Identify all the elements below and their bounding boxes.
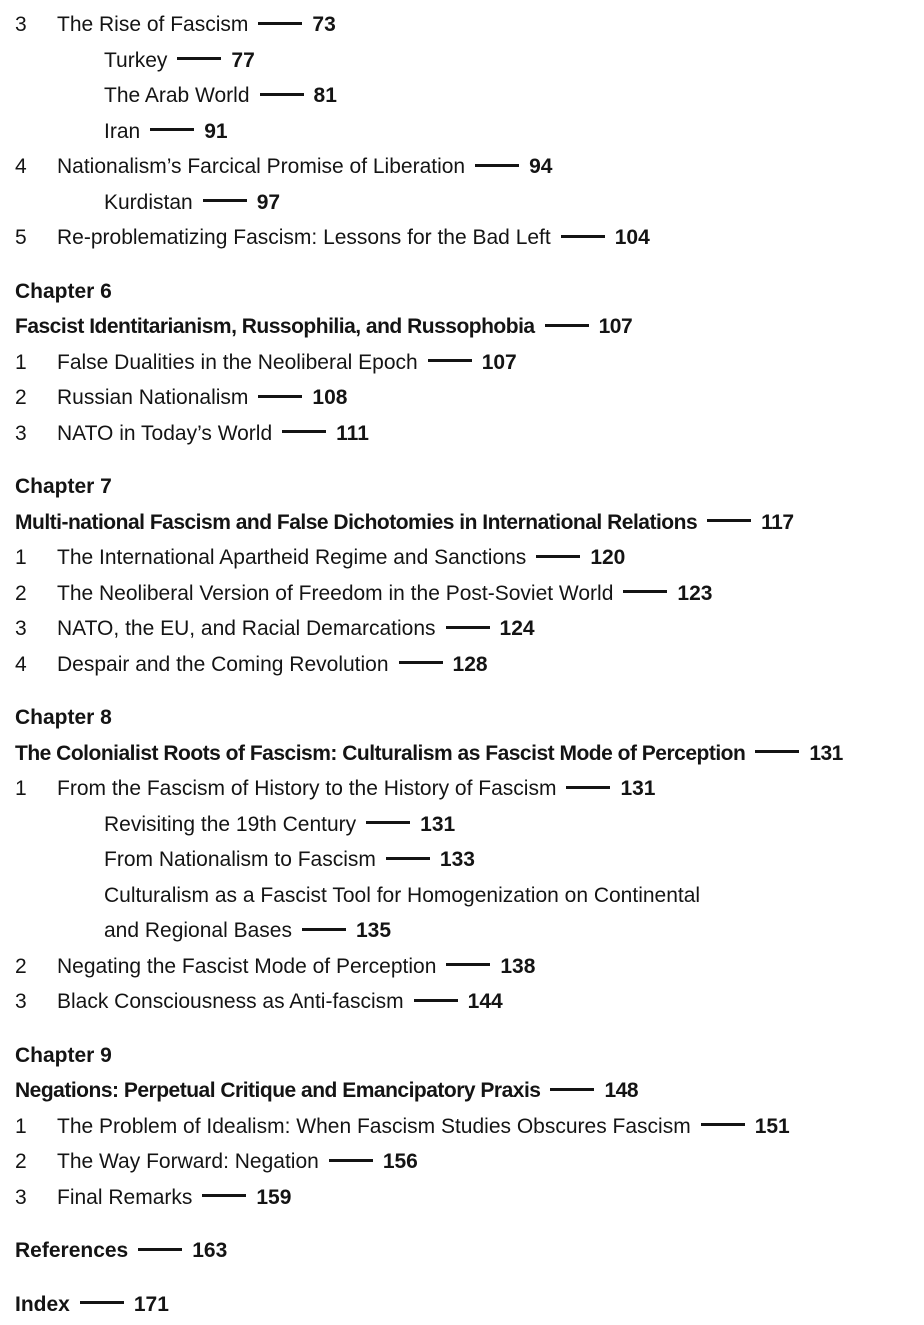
chapter-title-row bbox=[15, 1073, 916, 1109]
entry-title: Iran bbox=[104, 119, 141, 143]
entry-title: The International Apartheid Regime and Sanctions bbox=[57, 546, 527, 569]
page-rule bbox=[623, 590, 667, 593]
toc-subentry-wrap-line bbox=[15, 878, 916, 914]
entry-number: 2 bbox=[15, 954, 27, 978]
page-number: 148 bbox=[604, 1079, 639, 1102]
toc-subentry bbox=[15, 807, 916, 843]
toc-section-chapter-9 bbox=[15, 1038, 916, 1216]
page-number: 94 bbox=[529, 155, 553, 178]
page-rule bbox=[177, 57, 221, 60]
toc-section-chapter-8 bbox=[15, 700, 916, 1020]
page-number: 156 bbox=[382, 1150, 418, 1173]
toc-entry bbox=[15, 1144, 916, 1180]
toc-entry bbox=[15, 540, 916, 576]
page-number: 124 bbox=[499, 617, 535, 640]
page-rule bbox=[399, 661, 443, 664]
entry-title: and Regional Bases bbox=[104, 919, 292, 942]
page-rule bbox=[258, 395, 302, 398]
entry-number: 3 bbox=[15, 1185, 27, 1209]
page-number: 120 bbox=[590, 546, 626, 569]
page-rule bbox=[446, 626, 490, 629]
entry-number: 2 bbox=[15, 1150, 27, 1173]
entry-title: NATO, the EU, and Racial Demarcations bbox=[57, 617, 436, 640]
page-rule bbox=[138, 1248, 182, 1251]
references-label: References bbox=[15, 1239, 129, 1262]
entry-title: Culturalism as a Fascist Tool for Homogenization on Continental bbox=[104, 883, 701, 907]
toc-entry bbox=[15, 771, 916, 807]
toc-entry bbox=[15, 345, 916, 381]
entry-number: 2 bbox=[15, 581, 27, 605]
page-number: 123 bbox=[677, 581, 713, 605]
toc-section-chapter-7 bbox=[15, 469, 916, 682]
page-rule bbox=[282, 430, 326, 433]
entry-title: Turkey bbox=[104, 48, 168, 72]
toc-section-chapter-6 bbox=[15, 274, 916, 452]
entry-number: 3 bbox=[15, 617, 27, 640]
entry-number: 4 bbox=[15, 155, 27, 178]
chapter-label: Chapter 8 bbox=[15, 706, 112, 729]
page-rule bbox=[386, 857, 430, 860]
chapter-title: The Colonialist Roots of Fascism: Culturalism as Fascist Mode of Perception bbox=[15, 741, 746, 765]
entry-title: The Neoliberal Version of Freedom in the Post-Soviet World bbox=[57, 581, 614, 605]
entry-title: Revisiting the 19th Century bbox=[104, 812, 357, 836]
page-number: 133 bbox=[439, 848, 475, 871]
toc-subentry bbox=[15, 78, 916, 114]
chapter-title: Negations: Perpetual Critique and Emancipatory Praxis bbox=[15, 1079, 541, 1102]
toc-entry bbox=[15, 1180, 916, 1216]
page-rule bbox=[545, 324, 589, 327]
entry-title: Negating the Fascist Mode of Perception bbox=[57, 954, 437, 978]
page-number: 144 bbox=[467, 990, 503, 1013]
toc-entry bbox=[15, 220, 916, 256]
page-rule bbox=[755, 750, 799, 753]
page-number: 108 bbox=[312, 386, 348, 409]
page-rule bbox=[561, 235, 605, 238]
chapter-title: Fascist Identitarianism, Russophilia, and Russophobia bbox=[15, 315, 535, 338]
chapter-label: Chapter 6 bbox=[15, 279, 112, 303]
page-number: 138 bbox=[500, 954, 536, 978]
toc-entry bbox=[15, 380, 916, 416]
page-rule bbox=[701, 1123, 745, 1126]
page-number: 117 bbox=[761, 510, 794, 534]
entry-title: Black Consciousness as Anti-fascism bbox=[57, 990, 404, 1013]
page-number: 111 bbox=[336, 421, 369, 445]
page-number: 77 bbox=[231, 48, 255, 72]
references-row bbox=[15, 1233, 916, 1269]
page-rule bbox=[475, 164, 519, 167]
toc-entry bbox=[15, 611, 916, 647]
entry-title: Despair and the Coming Revolution bbox=[57, 652, 389, 676]
entry-number: 5 bbox=[15, 226, 27, 249]
page-number: 104 bbox=[614, 226, 650, 249]
page-rule bbox=[536, 555, 580, 558]
page-rule bbox=[428, 359, 472, 362]
page-number: 73 bbox=[312, 13, 336, 36]
toc-section bbox=[15, 7, 916, 256]
toc-entry bbox=[15, 949, 916, 985]
entry-title: Kurdistan bbox=[104, 190, 193, 214]
chapter-title-row bbox=[15, 309, 916, 345]
entry-title: The Problem of Idealism: When Fascism Studies Obscures Fascism bbox=[57, 1114, 691, 1138]
entry-title: Final Remarks bbox=[57, 1185, 193, 1209]
entry-title: Russian Nationalism bbox=[57, 386, 249, 409]
toc-entry bbox=[15, 149, 916, 185]
page-rule bbox=[150, 128, 194, 131]
toc-section-index bbox=[15, 1287, 916, 1323]
page-number: 151 bbox=[754, 1114, 790, 1138]
entry-title: Nationalism’s Farcical Promise of Liberation bbox=[57, 155, 466, 178]
entry-title: From Nationalism to Fascism bbox=[104, 848, 376, 871]
page-rule bbox=[550, 1088, 594, 1091]
page-number: 171 bbox=[133, 1292, 169, 1316]
page-rule bbox=[566, 786, 610, 789]
toc-subentry bbox=[15, 842, 916, 878]
page-rule bbox=[258, 22, 302, 25]
entry-title: The Arab World bbox=[104, 84, 250, 107]
page-number: 163 bbox=[192, 1239, 228, 1262]
entry-number: 4 bbox=[15, 652, 27, 676]
entry-title: From the Fascism of History to the History of Fascism bbox=[57, 777, 557, 800]
page-rule bbox=[707, 519, 751, 522]
entry-number: 1 bbox=[15, 1114, 27, 1138]
entry-title: NATO in Today’s World bbox=[57, 421, 273, 445]
entry-number: 3 bbox=[15, 421, 27, 445]
toc-entry bbox=[15, 1109, 916, 1145]
chapter-title: Multi-national Fascism and False Dichotomies in International Relations bbox=[15, 510, 698, 534]
chapter-label: Chapter 7 bbox=[15, 475, 112, 498]
page-rule bbox=[366, 821, 410, 824]
page-number: 97 bbox=[256, 190, 281, 214]
toc-subentry bbox=[15, 913, 916, 949]
toc-entry bbox=[15, 7, 916, 43]
page-number: 131 bbox=[620, 777, 656, 800]
page-number: 128 bbox=[452, 652, 488, 676]
page-rule bbox=[302, 928, 346, 931]
entry-number: 1 bbox=[15, 777, 27, 800]
entry-number: 1 bbox=[15, 350, 27, 374]
page-rule bbox=[260, 93, 304, 96]
page-rule bbox=[203, 199, 247, 202]
page-rule bbox=[80, 1301, 124, 1304]
entry-number: 3 bbox=[15, 13, 27, 36]
entry-number: 3 bbox=[15, 990, 27, 1013]
entry-title: The Rise of Fascism bbox=[57, 13, 249, 36]
page-rule bbox=[202, 1194, 246, 1197]
index-row bbox=[15, 1287, 916, 1323]
toc-subentry bbox=[15, 114, 916, 150]
chapter-label: Chapter 9 bbox=[15, 1043, 112, 1067]
toc-entry bbox=[15, 984, 916, 1020]
toc-subentry bbox=[15, 43, 916, 79]
page-rule bbox=[414, 999, 458, 1002]
page-number: 107 bbox=[481, 350, 517, 374]
page-number: 81 bbox=[313, 84, 337, 107]
entry-number: 2 bbox=[15, 386, 27, 409]
index-label: Index bbox=[15, 1292, 70, 1316]
page-number: 135 bbox=[355, 919, 392, 942]
page-rule bbox=[446, 963, 490, 966]
chapter-title-row bbox=[15, 505, 916, 541]
chapter-title-row bbox=[15, 736, 916, 772]
toc-entry bbox=[15, 576, 916, 612]
page-number: 131 bbox=[420, 812, 456, 836]
toc-subentry bbox=[15, 185, 916, 221]
entry-title: False Dualities in the Neoliberal Epoch bbox=[57, 350, 418, 374]
page-rule bbox=[329, 1159, 373, 1162]
entry-title: Re-problematizing Fascism: Lessons for the Bad Left bbox=[57, 226, 551, 249]
toc-entry bbox=[15, 647, 916, 683]
page-number: 91 bbox=[204, 119, 228, 143]
page-number: 131 bbox=[809, 741, 843, 765]
entry-number: 1 bbox=[15, 546, 27, 569]
toc-entry bbox=[15, 416, 916, 452]
toc-section-references bbox=[15, 1233, 916, 1269]
page-number: 107 bbox=[598, 315, 633, 338]
page-number: 159 bbox=[256, 1185, 292, 1209]
entry-title: The Way Forward: Negation bbox=[57, 1150, 319, 1173]
